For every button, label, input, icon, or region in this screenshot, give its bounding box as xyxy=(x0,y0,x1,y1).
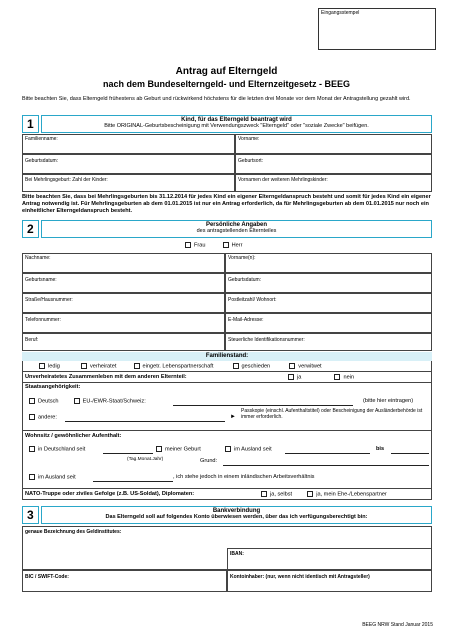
bitte-label: (bitte hier eintragen) xyxy=(363,398,414,404)
passkopie-note: Passkopie (einschl. Aufenthaltstitel) oder Bescheinigung der Ausländerbehörde ist immer erforderlich. xyxy=(241,408,423,420)
field-label: Vornamen der weiteren Mehrlingskinder: xyxy=(238,177,328,183)
field-weitere-vornamen[interactable] xyxy=(235,174,432,192)
nato-row xyxy=(22,489,432,500)
family-options xyxy=(39,363,322,370)
section3-number: 3 xyxy=(27,508,34,522)
checkbox-herr[interactable] xyxy=(223,242,229,248)
bis-line[interactable] xyxy=(391,453,429,454)
section3-subtitle: Das Elterngeld soll auf folgendes Konto überwiesen werden, über das ich verfügungsberechtigt bin: xyxy=(105,514,368,520)
checkbox-andere[interactable] xyxy=(29,414,35,420)
eu-input-line[interactable] xyxy=(173,405,353,406)
eu-label: EU-/EWR-Staat/Schweiz: xyxy=(82,398,146,405)
wohnsitz-label: Wohnsitz / gewöhnlicher Aufenthalt: xyxy=(25,433,122,439)
field-bic[interactable] xyxy=(22,570,227,592)
familienstand-row xyxy=(22,361,432,372)
field-label: IBAN: xyxy=(230,551,244,557)
option-ledig: ledig xyxy=(48,363,60,370)
ausland-seit-line[interactable] xyxy=(285,453,370,454)
checkbox-meiner-geburt[interactable] xyxy=(156,446,162,452)
in-de-label: in Deutschland seit xyxy=(38,446,86,453)
section1-title: Kind, für das Elterngeld beantragt wird xyxy=(181,117,292,123)
field-vorname[interactable] xyxy=(235,134,432,154)
field-beruf[interactable] xyxy=(22,333,225,351)
bis-label: bis xyxy=(376,446,385,452)
unverheiratet-label: Unverheiratetes Zusammenleben mit dem anderen Elternteil: xyxy=(25,374,187,380)
in-de-date-line[interactable] xyxy=(103,453,153,454)
field-vornamen[interactable] xyxy=(225,253,432,273)
ausland-arbeit-line[interactable] xyxy=(93,481,173,482)
familienstand-header xyxy=(22,352,432,361)
staats-deutsch-row xyxy=(29,398,146,405)
section2-number-box xyxy=(22,220,39,238)
field-label: genaue Bezeichnung des Geldinstitutes: xyxy=(25,529,122,535)
unverheiratet-options xyxy=(288,374,354,381)
stehe-label: , ich stehe jedoch in einem inländischen Arbeitsverhältnis xyxy=(173,474,315,480)
field-zahl-kinder[interactable] xyxy=(22,174,235,192)
field-label: Straße/Hausnummer: xyxy=(25,297,73,303)
page-title: Antrag auf Elterngeld xyxy=(175,66,278,77)
meiner-geburt-row xyxy=(156,446,201,453)
option-geschieden: geschieden xyxy=(241,363,271,370)
field-label: Postleitzahl/ Wohnort: xyxy=(228,297,277,303)
field-label: Geburtsort: xyxy=(238,158,264,164)
field-label: Steuerliche Identifikationsnummer: xyxy=(228,337,305,343)
nein-label: nein xyxy=(343,374,355,381)
meiner-label: meiner Geburt xyxy=(165,446,201,453)
ausland-seit-row xyxy=(225,446,272,453)
field-label: Beruf: xyxy=(25,337,39,343)
footer-text: BEEG NRW Stand Januar 2015 xyxy=(362,622,433,628)
field-label: Telefonnummer: xyxy=(25,317,61,323)
field-kontoinhaber[interactable] xyxy=(227,570,432,592)
tag-format-label: (Tag.Monat.Jahr) xyxy=(127,457,164,462)
field-label: Familienname: xyxy=(25,136,58,142)
field-geburtsdatum-2[interactable] xyxy=(225,273,432,293)
field-geburtsdatum[interactable] xyxy=(22,154,235,174)
field-iban[interactable] xyxy=(227,548,432,570)
option-verwitwet: verwitwet xyxy=(298,363,322,370)
section3-number-box xyxy=(22,506,39,524)
field-label: Vorname(n): xyxy=(228,255,256,261)
grund-line[interactable] xyxy=(223,465,429,466)
checkbox-verheiratet[interactable] xyxy=(81,363,87,369)
ja-selbst-label: ja, selbst xyxy=(270,491,293,498)
checkbox-im-ausland-seit[interactable] xyxy=(225,446,231,452)
section2-number: 2 xyxy=(27,222,34,236)
deutsch-label: Deutsch xyxy=(38,398,59,405)
herr-label: Herr xyxy=(231,242,243,249)
checkbox-ja-ehe[interactable] xyxy=(307,491,313,497)
gender-row xyxy=(185,242,243,249)
field-label: E-Mail-Adresse: xyxy=(228,317,264,323)
section2-title: Persönliche Angaben xyxy=(205,222,268,228)
andere-input-line[interactable] xyxy=(65,421,225,422)
ja-ehe-label: ja, mein Ehe-/Lebenspartner xyxy=(316,491,387,498)
field-familienname[interactable] xyxy=(22,134,235,154)
wohnsitz-de-row xyxy=(29,446,85,453)
page-subtitle: nach dem Bundeselterngeld- und Elternzeitgesetz - BEEG xyxy=(102,79,351,89)
field-label: Geburtsname: xyxy=(25,277,57,283)
section1-number: 1 xyxy=(27,117,34,131)
checkbox-unverheiratet-nein[interactable] xyxy=(334,374,340,380)
field-strasse[interactable] xyxy=(22,293,225,313)
frau-label: Frau xyxy=(194,242,206,249)
field-label: Vorname: xyxy=(238,136,260,142)
checkbox-in-deutschland[interactable] xyxy=(29,446,35,452)
ausland-arbeit-row xyxy=(29,474,76,481)
section1-subtitle: Bitte ORIGINAL-Geburtsbescheinigung mit Verwendungszweck "Elterngeld" oder "soziale Zwecke" beifügen. xyxy=(104,123,369,129)
nato-options xyxy=(261,491,387,498)
ausland-seit-label: im Ausland seit xyxy=(234,446,272,453)
staats-block xyxy=(22,383,432,431)
field-label: Nachname: xyxy=(25,255,51,261)
checkbox-ausland-arbeit[interactable] xyxy=(29,474,35,480)
andere-label: andere: xyxy=(38,414,57,421)
checkbox-eu[interactable] xyxy=(74,398,80,404)
stamp-box xyxy=(318,8,436,50)
field-label: Geburtsdatum: xyxy=(25,158,59,164)
field-steuer-id[interactable] xyxy=(225,333,432,351)
section2-header xyxy=(41,220,432,238)
option-verheiratet: verheiratet xyxy=(89,363,117,370)
checkbox-ledig[interactable] xyxy=(39,363,45,369)
im-ausland-label: im Ausland seit xyxy=(38,474,76,481)
familienstand-label: Familienstand: xyxy=(205,353,249,359)
grund-label: Grund: xyxy=(200,458,218,464)
field-geburtsname[interactable] xyxy=(22,273,225,293)
ja-label: ja xyxy=(297,374,302,381)
option-lebenspartnerschaft: eingetr. Lebenspartnerschaft xyxy=(142,363,214,370)
field-telefon[interactable] xyxy=(22,313,225,333)
section1-number-box xyxy=(22,115,39,133)
section3-header xyxy=(41,506,432,524)
checkbox-unverheiratet-ja[interactable] xyxy=(288,374,294,380)
staats-label: Staatsangehörigkeit: xyxy=(25,384,81,390)
checkbox-frau[interactable] xyxy=(185,242,191,248)
checkbox-lebenspartnerschaft[interactable] xyxy=(134,363,140,369)
checkbox-ja-selbst[interactable] xyxy=(261,491,267,497)
checkbox-verwitwet[interactable] xyxy=(289,363,295,369)
stamp-label: Eingangsstempel xyxy=(321,10,360,16)
field-label: Geburtsdatum: xyxy=(228,277,262,283)
field-plz-wohnort[interactable] xyxy=(225,293,432,313)
intro-text: Bitte beachten Sie, dass Elterngeld frühestens ab Geburt und rückwirkend höchstens für die letzten drei Monate vor dem Monat der Antragstellung gezahlt wird. xyxy=(22,96,411,102)
section1-note: Bitte beachten Sie, dass bei Mehrlingsgeburten bis 31.12.2014 für jedes Kind ein eigener Elterngeldanspruch besteht und somit für jedes Kind ein eigener Antrag notwendig ist. Für Mehrlingsgeburten ab dem 01.01.2015 ist nur ein Antrag erforderlich, da für Mehrlingsgeburten ab dem 01.01.2015 nur noch ein einheitlicher Elterngeldanspruch besteht. xyxy=(22,194,431,214)
unverheiratet-row xyxy=(22,372,432,383)
field-nachname[interactable] xyxy=(22,253,225,273)
field-label: Bei Mehrlingsgeburt: Zahl der Kinder: xyxy=(25,177,108,183)
staats-andere-row xyxy=(29,414,57,421)
arrow-icon: ► xyxy=(230,414,236,420)
section3-title: Bankverbindung xyxy=(212,508,261,514)
section1-header xyxy=(41,115,432,133)
wohnsitz-block xyxy=(22,431,432,489)
field-email[interactable] xyxy=(225,313,432,333)
checkbox-geschieden[interactable] xyxy=(233,363,239,369)
checkbox-deutsch[interactable] xyxy=(29,398,35,404)
section2-subtitle: des antragstellenden Elternteiles xyxy=(196,228,277,234)
nato-label: NATO-Truppe oder ziviles Gefolge (z.B. US-Soldat), Diplomaten: xyxy=(25,491,195,497)
field-geburtsort[interactable] xyxy=(235,154,432,174)
field-label: BIC / SWIFT-Code: xyxy=(25,574,69,580)
field-label: Kontoinhaber: (nur, wenn nicht identisch mit Antragsteller) xyxy=(230,574,370,580)
